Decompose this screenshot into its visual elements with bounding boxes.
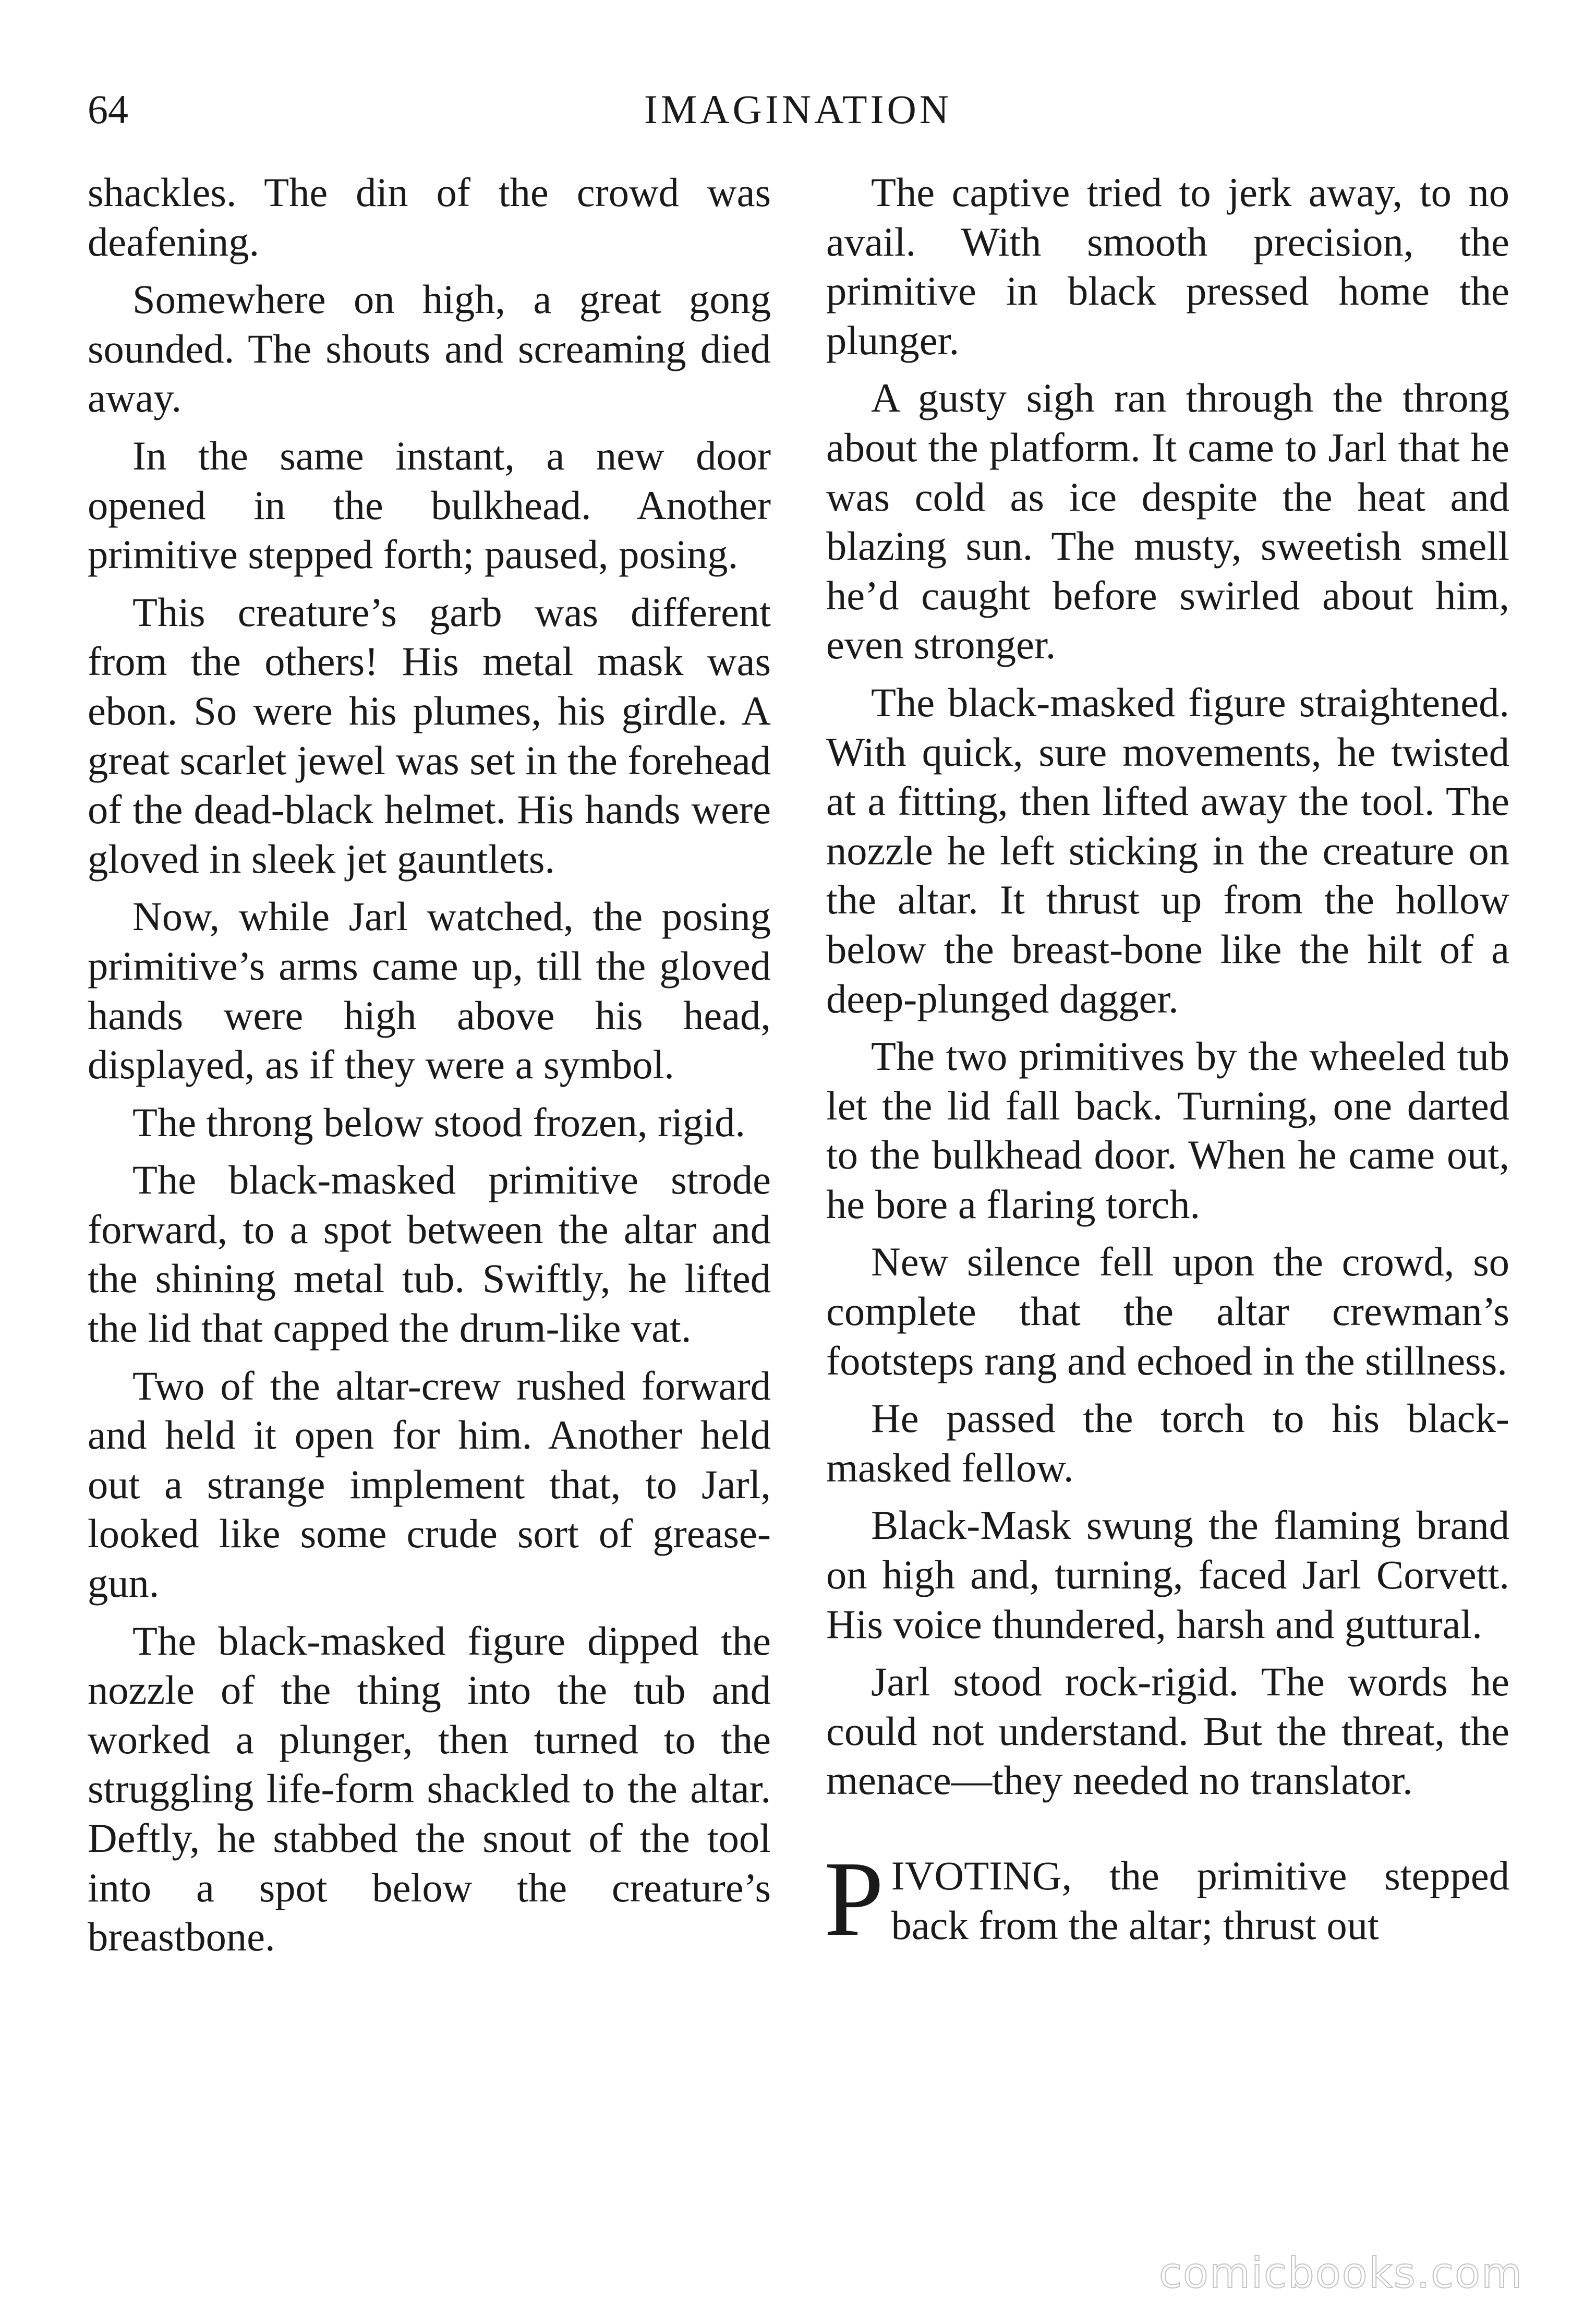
section-start-paragraph <box>824 1839 1509 1958</box>
paragraph: Black-Mask swung the flaming brand on high and, turning, faced Jarl Corvett. His voice thundered, harsh and guttural. <box>826 1502 1509 1647</box>
paragraph: The captive tried to jerk away, to no avail. With smooth precision, the primitive in black pressed home the plunger. <box>826 170 1509 363</box>
paragraph: The black-masked primitive strode forward, to a spot between the altar and the shining metal tub. Swiftly, he lifted the lid that capped the drum-like vat. <box>88 1157 771 1351</box>
paragraph: The two primitives by the wheeled tub let the lid fall back. Turning, one darted to the bulkhead door. When he came out, he bore a flaring torch. <box>826 1033 1509 1227</box>
paragraph: The throng below stood frozen, rigid. <box>132 1099 746 1145</box>
section-start-text: IVOTING, the primitive stepped back from the altar; thrust out <box>891 1853 1509 1948</box>
drop-cap: P <box>824 1839 884 1958</box>
running-head: IMAGINATION <box>644 87 952 132</box>
page-header <box>0 83 1596 146</box>
paragraph: He passed the torch to his black-masked fellow. <box>826 1395 1509 1490</box>
watermark: comicbooks.com <box>1158 2249 1523 2297</box>
paragraph: New silence fell upon the crowd, so complete that the altar crewman’s footsteps rang and echoed in the stillness. <box>826 1239 1509 1383</box>
paragraph: The black-masked figure straightened. With quick, sure movements, he twisted at a fitting, then lifted away the tool. The nozzle he left sticking in the creature on the altar. It thrust up from the hollow below the breast-bone like the hilt of a deep-plunged dagger. <box>826 679 1509 1021</box>
paragraph: shackles. The din of the crowd was deafening. <box>88 170 771 264</box>
paragraph: Two of the altar-crew rushed forward and held it open for him. Another held out a strange implement that, to Jarl, looked like some crude sort of grease-gun. <box>88 1363 771 1606</box>
paragraph: Now, while Jarl watched, the posing primitive’s arms came up, till the gloved hands were high above his head, displayed, as if they were a symbol. <box>88 894 771 1088</box>
left-column <box>88 168 771 1970</box>
right-column <box>826 168 1509 1958</box>
paragraph: Somewhere on high, a great gong sounded. The shouts and screaming died away. <box>88 276 771 421</box>
paragraph: This creature’s garb was different from the others! His metal mask was ebon. So were his plumes, his girdle. A great scarlet jewel was set in the forehead of the dead-black helmet. His hands were gloved in sleek jet gauntlets. <box>88 589 771 882</box>
paragraph: A gusty sigh ran through the throng about the platform. It came to Jarl that he was cold as ice despite the heat and blazing sun. The musty, sweetish smell he’d caught before swirled about him, even stronger. <box>826 375 1509 668</box>
paragraph: The black-masked figure dipped the nozzle of the thing into the tub and worked a plunger, then turned to the struggling life-form shackled to the altar. Deftly, he stabbed the snout of the tool into a spot below the creature’s breastbone. <box>88 1618 771 1960</box>
paragraph: In the same instant, a new door opened in the bulkhead. Another primitive stepped forth; paused, posing. <box>88 432 771 577</box>
page-number: 64 <box>88 87 128 132</box>
paragraph: Jarl stood rock-rigid. The words he could not understand. But the threat, the menace—they needed no translator. <box>826 1659 1509 1803</box>
